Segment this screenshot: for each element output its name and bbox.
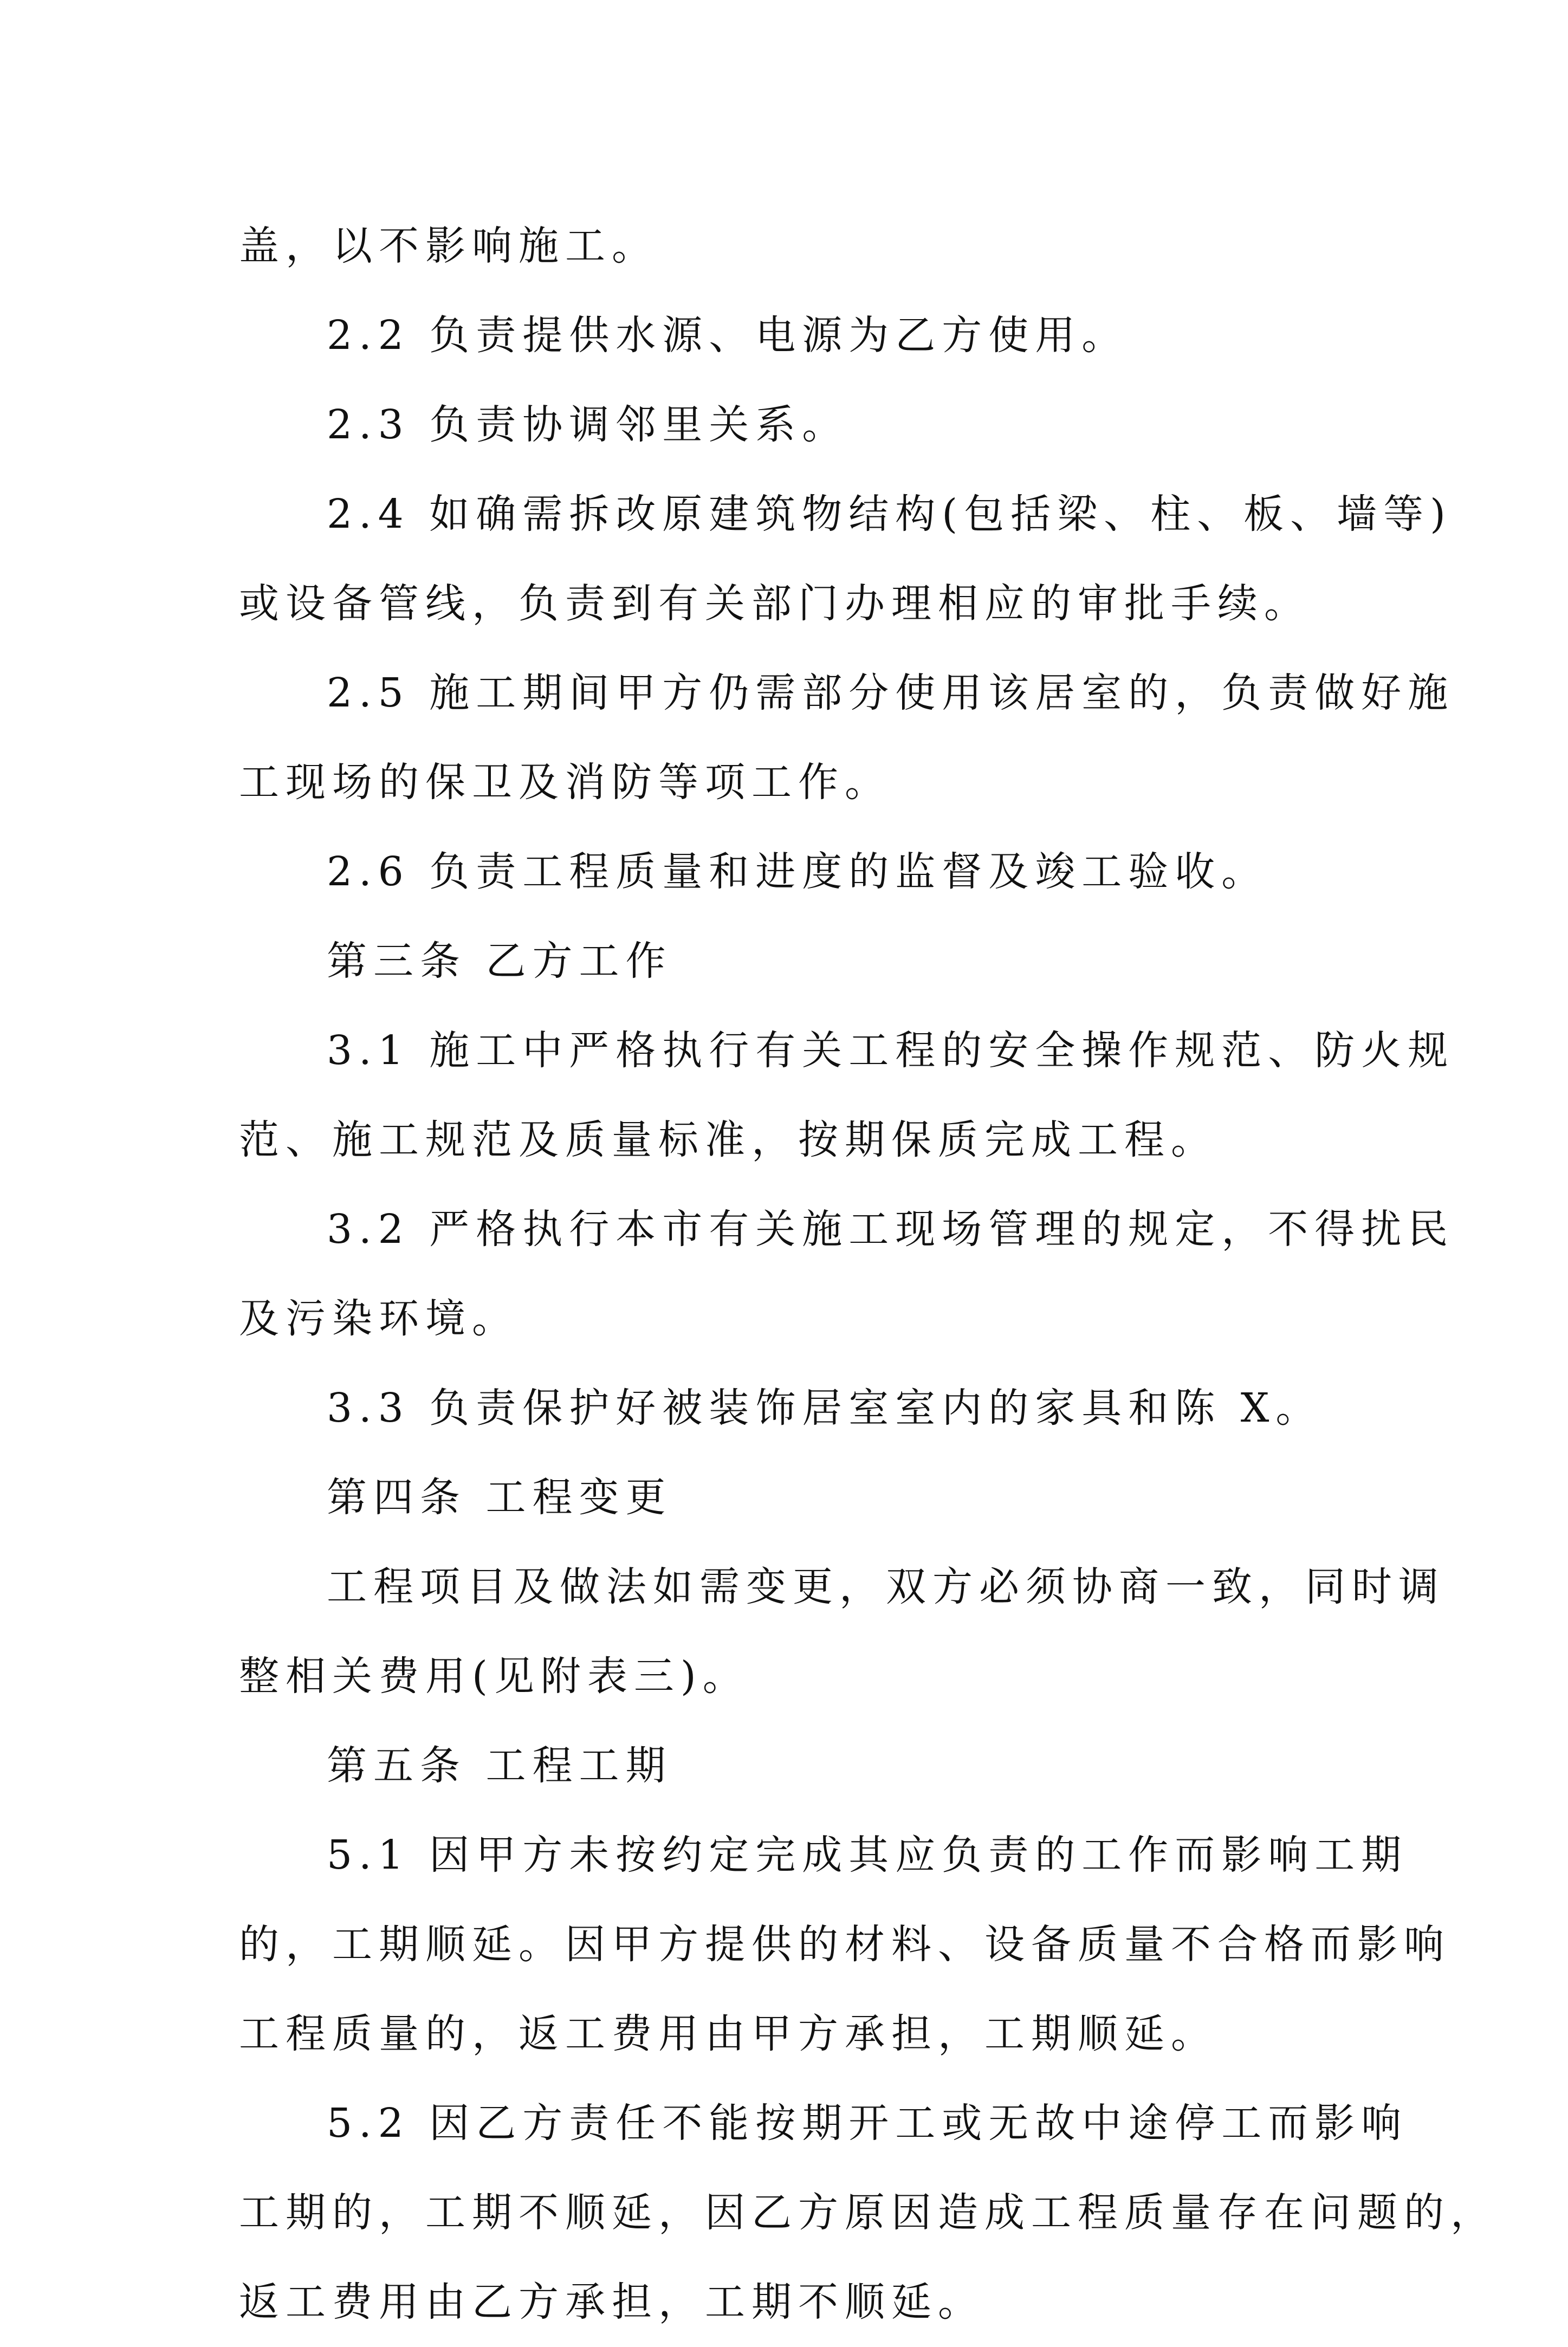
article-5-heading: 第五条 工程工期 [327,1742,672,1789]
clause-5-1-continuation: 的，工期顺延。因甲方提供的材料、设备质量不合格而影响 [239,1921,1450,1968]
clause-3-3: 3.3 负责保护好被装饰居室室内的家具和陈 X。 [327,1385,1323,1431]
document-body [239,202,1497,2347]
clause-3-1: 3.1 施工中严格执行有关工程的安全操作规范、防火规 [327,1027,1455,1074]
clause-2-5: 2.5 施工期间甲方仍需部分使用该居室的，负责做好施 [327,670,1455,716]
clause-3-2-continuation: 及污染环境。 [239,1295,519,1342]
article-3-heading: 第三条 乙方工作 [327,938,672,984]
clause-3-2: 3.2 严格执行本市有关施工现场管理的规定，不得扰民 [327,1206,1455,1253]
clause-5-1: 5.1 因甲方未按约定完成其应负责的工作而影响工期 [327,1832,1408,1878]
article-4-paragraph-continuation: 整相关费用(见附表三)。 [239,1653,749,1700]
clause-2-4-continuation: 或设备管线，负责到有关部门办理相应的审批手续。 [239,580,1311,627]
clause-5-2-continuation: 工期的，工期不顺延，因乙方原因造成工程质量存在问题的， [239,2189,1497,2236]
clause-5-2: 5.2 因乙方责任不能按期开工或无故中途停工而影响 [327,2100,1408,2147]
clause-2-4: 2.4 如确需拆改原建筑物结构(包括梁、柱、板、墙等) [327,491,1452,537]
text-line-continuation: 盖，以不影响施工。 [239,223,658,269]
article-4-paragraph: 工程项目及做法如需变更，双方必须协商一致，同时调 [327,1564,1445,1610]
clause-2-5-continuation: 工现场的保卫及消防等项工作。 [239,759,891,806]
clause-2-3: 2.3 负责协调邻里关系。 [327,401,849,448]
article-4-heading: 第四条 工程变更 [327,1474,672,1521]
clause-5-2-continuation-2: 返工费用由乙方承担，工期不顺延。 [239,2279,984,2325]
clause-5-1-continuation-2: 工程质量的，返工费用由甲方承担，工期顺延。 [239,2011,1217,2057]
clause-2-2: 2.2 负责提供水源、电源为乙方使用。 [327,312,1129,359]
clause-3-1-continuation: 范、施工规范及质量标准，按期保质完成工程。 [239,1117,1217,1163]
clause-2-6: 2.6 负责工程质量和进度的监督及竣工验收。 [327,848,1268,895]
